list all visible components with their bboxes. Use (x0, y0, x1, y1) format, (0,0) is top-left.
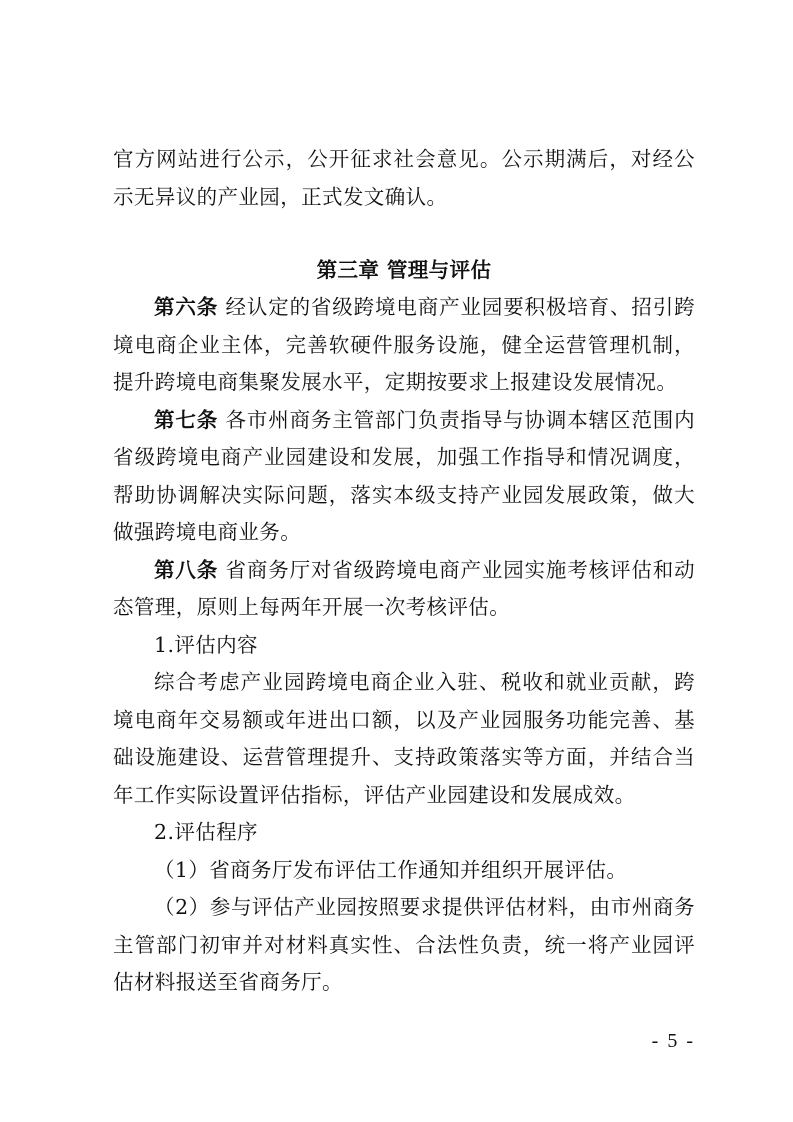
intro-block (113, 141, 695, 216)
chapter-title: 第三章 管理与评估 (316, 258, 492, 282)
section-heading-evaluation-content: 1.评估内容 (154, 632, 258, 657)
page-number: - 5 - (651, 1030, 695, 1052)
article-label: 第八条 (154, 557, 219, 582)
article-eight (113, 552, 695, 627)
article-seven (113, 402, 695, 552)
procedure-item: （1）省商务厅发布评估工作通知并组织开展评估。 (154, 857, 628, 882)
procedure-item: （2）参与评估产业园按照要求提供评估材料，由市州商务主管部门初审并对材料真实性、合法性负责，统一将产业园评估材料报送至省商务厅。 (113, 895, 695, 994)
section-text-evaluation-content: 综合考虑产业园跨境电商企业入驻、税收和就业贡献，跨境电商年交易额或年进出口额，以及产业园服务功能完善、基础设施建设、运营管理提升、支持政策落实等方面，并结合当年工作实际设置评估指标，评估产业园建设和发展成效。 (113, 670, 695, 807)
section-heading-evaluation-procedure: 2.评估程序 (154, 820, 258, 844)
article-label: 第七条 (154, 407, 219, 432)
intro-paragraph: 官方网站进行公示，公开征求社会意见。公示期满后，对经公示无异议的产业园，正式发文确认。 (113, 147, 695, 209)
article-six (113, 289, 695, 402)
chapter-body (113, 289, 695, 1002)
article-label: 第六条 (154, 295, 219, 319)
article-text: 各市州商务主管部门负责指导与协调本辖区范围内省级跨境电商产业园建设和发展，加强工作指导和情况调度，帮助协调解决实际问题，落实本级支持产业园发展政策，做大做强跨境电商业务。 (113, 407, 695, 544)
article-text: 经认定的省级跨境电商产业园要积极培育、招引跨境电商企业主体，完善软硬件服务设施，健全运营管理机制，提升跨境电商集聚发展水平，定期按要求上报建设发展情况。 (113, 295, 695, 394)
article-text: 省商务厅对省级跨境电商产业园实施考核评估和动态管理，原则上每两年开展一次考核评估。 (113, 557, 695, 619)
